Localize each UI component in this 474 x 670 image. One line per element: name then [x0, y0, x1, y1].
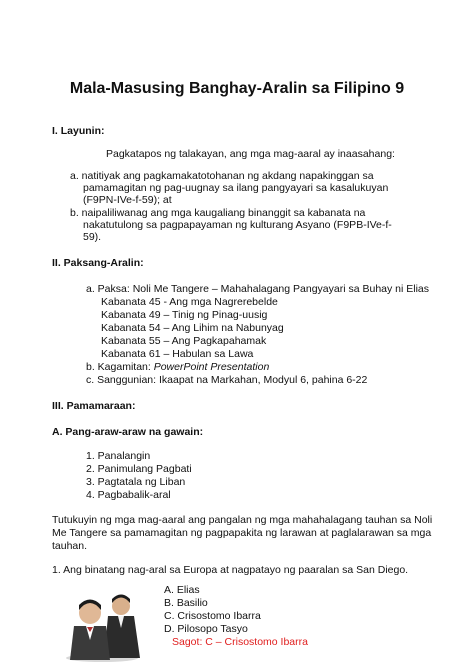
gawain-item-2: 2. Panimulang Pagbati	[86, 463, 192, 475]
layunin-heading: I. Layunin:	[52, 125, 105, 137]
kagamitan-label: b. Kagamitan:	[86, 361, 154, 373]
choice-c: C. Crisostomo Ibarra	[164, 610, 261, 622]
gawain-item-3: 3. Pagtatala ng Liban	[86, 476, 186, 488]
kagamitan-line	[86, 361, 269, 374]
paragraph-line-2: Me Tangere sa pamamagitan ng pagpapakita ng larawan at paglalarawan sa mga	[52, 527, 432, 539]
document-title: Mala-Masusing Banghay-Aralin sa Filipino 9	[69, 80, 405, 97]
gawain-item-1: 1. Panalangin	[86, 450, 151, 462]
kabanata-49: Kabanata 49 – Tinig ng Pinag-uusig	[101, 309, 268, 321]
character-illustration	[64, 586, 146, 662]
layunin-b-line-1: b. naipaliliwanag ang mga kaugaliang binanggit sa kabanata na	[70, 207, 366, 219]
gawain-item-4: 4. Pagbabalik-aral	[86, 489, 171, 501]
layunin-b-line-3: 59).	[83, 231, 102, 243]
layunin-a-line-1: a. natitiyak ang pagkamakatotohanan ng akdang napakinggan sa	[70, 170, 374, 182]
kabanata-55: Kabanata 55 – Ang Pagkapahamak	[101, 335, 267, 347]
sanggunian-line: c. Sanggunian: Ikaapat na Markahan, Modyul 6, pahina 6-22	[86, 374, 368, 386]
layunin-intro: Pagkatapos ng talakayan, ang mga mag-aaral ay inaasahang:	[106, 148, 395, 160]
kabanata-61: Kabanata 61 – Habulan sa Lawa	[101, 348, 254, 360]
question-text: 1. Ang binatang nag-aral sa Europa at nagpatayo ng paaralan sa San Diego.	[52, 564, 409, 576]
paksa-line: a. Paksa: Noli Me Tangere – Mahahalagang Pangyayari sa Buhay ni Elias	[86, 283, 430, 295]
paksang-aralin-heading: II. Paksang-Aralin:	[52, 257, 144, 269]
gawain-subheading: A. Pang-araw-araw na gawain:	[52, 426, 204, 438]
choice-a: A. Elias	[164, 584, 200, 596]
kagamitan-value: PowerPoint Presentation	[153, 361, 270, 373]
layunin-a-line-2: pamamagitan ng pag-uugnay sa ilang pangyayari sa kasalukuyan	[83, 182, 389, 194]
answer-text: Sagot: C – Crisostomo Ibarra	[172, 636, 308, 648]
choice-b: B. Basilio	[164, 597, 208, 609]
pamamaraan-heading: III. Pamamaraan:	[52, 400, 136, 412]
layunin-b-line-2: nakatutulong sa pagpapayaman ng kulturang Asyano (F9PB-IVe-f-	[83, 219, 392, 231]
layunin-a-line-3: (F9PN-IVe-f-59); at	[83, 194, 172, 206]
paragraph-line-1: Tutukuyin ng mga mag-aaral ang pangalan ng mga mahahalagang tauhan sa Noli	[52, 514, 433, 526]
kabanata-54: Kabanata 54 – Ang Lihim na Nabunyag	[101, 322, 284, 334]
paragraph-line-3: tauhan.	[52, 540, 88, 552]
kabanata-45: Kabanata 45 - Ang mga Nagrerebelde	[101, 296, 278, 308]
choice-d: D. Pilosopo Tasyo	[164, 623, 248, 635]
